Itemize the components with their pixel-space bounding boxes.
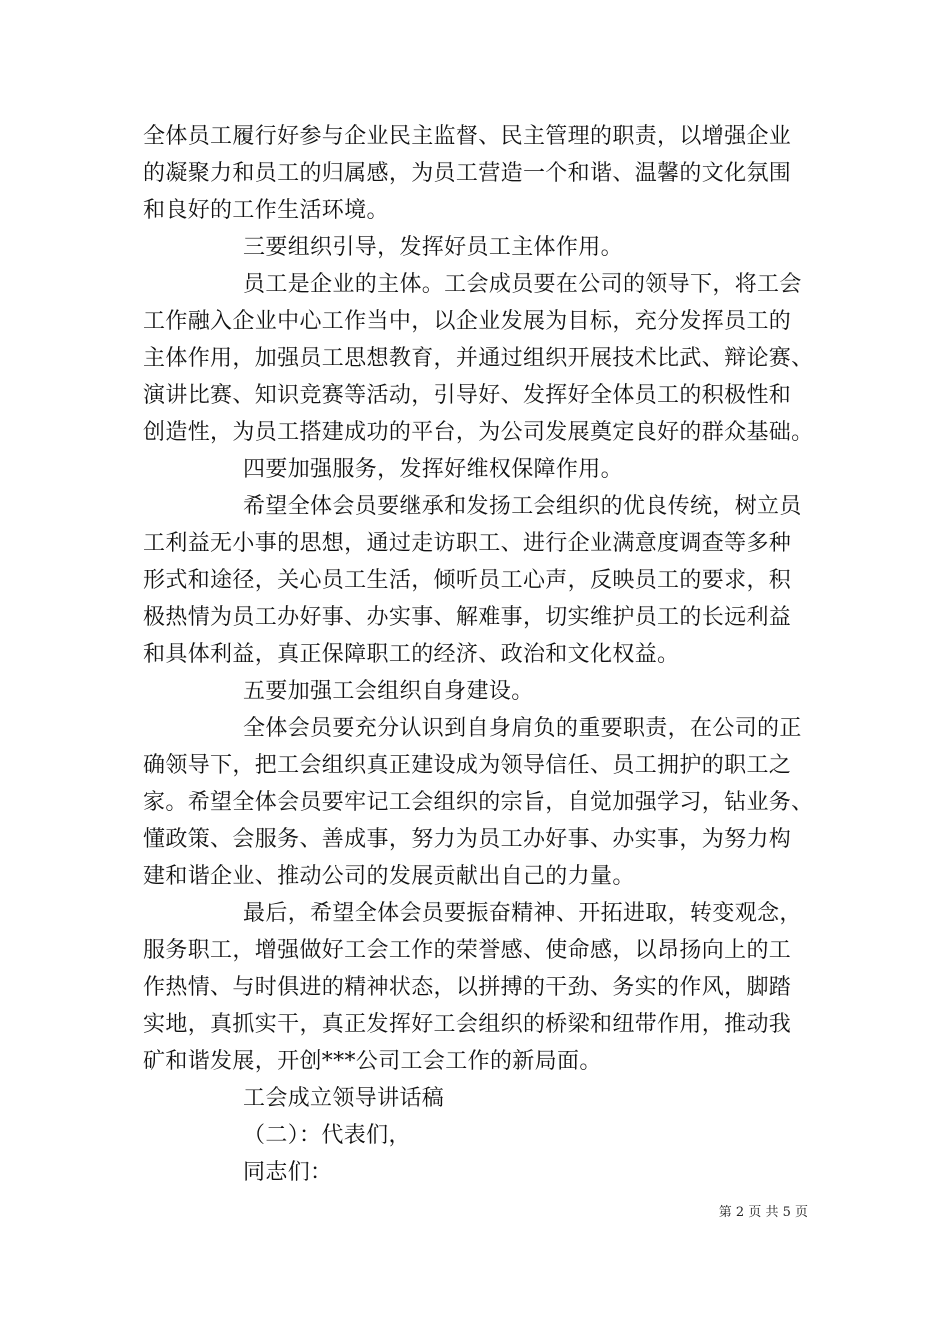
text-line: 工利益无小事的思想，通过走访职工、进行企业满意度调查等多种 [143,531,792,556]
document-body [143,118,814,1191]
text-line: 确领导下，把工会组织真正建设成为领导信任、员工拥护的职工之 [143,753,792,778]
text-line: 五要加强工会组织自身建设。 [243,679,534,704]
text-line: 懂政策、会服务、善成事，努力为员工办好事、办实事，为努力构 [143,827,792,852]
text-line: 建和谐企业、推动公司的发展贡献出自己的力量。 [143,864,635,889]
text-line: 员工是企业的主体。工会成员要在公司的领导下，将工会 [243,272,802,297]
text-line: 服务职工，增强做好工会工作的荣誉感、使命感，以昂扬向上的工 [143,938,792,963]
text-line: 形式和途径，关心员工生活，倾听员工心声，反映员工的要求，积 [143,568,792,593]
text-line: 演讲比赛、知识竞赛等活动，引导好、发挥好全体员工的积极性和 [143,383,792,408]
text-line: 极热情为员工办好事、办实事、解难事，切实维护员工的长远利益 [143,605,792,630]
text-line: （二）：代表们， [243,1123,411,1148]
text-line: 主体作用，加强员工思想教育，并通过组织开展技术比武、辩论赛、 [143,346,814,371]
text-line: 和具体利益，真正保障职工的经济、政治和文化权益。 [143,642,680,667]
text-line: 和良好的工作生活环境。 [143,198,389,223]
text-line: 全体会员要充分认识到自身肩负的重要职责，在公司的正 [243,716,802,741]
text-line: 最后，希望全体会员要振奋精神、开拓进取，转变观念， [243,901,802,926]
page-number: 第 2 页 共 5 页 [718,1205,808,1220]
text-line: 工会成立领导讲话稿 [243,1086,445,1111]
text-line: 四要加强服务，发挥好维权保障作用。 [243,457,623,482]
text-line: 作热情、与时俱进的精神状态，以拼搏的干劲、务实的作风，脚踏 [143,975,792,1000]
text-line: 家。希望全体会员要牢记工会组织的宗旨，自觉加强学习，钻业务、 [143,790,814,815]
text-line: 创造性，为员工搭建成功的平台，为公司发展奠定良好的群众基础。 [143,420,814,445]
text-line: 三要组织引导，发挥好员工主体作用。 [243,235,623,260]
text-line: 全体员工履行好参与企业民主监督、民主管理的职责，以增强企业 [143,124,792,149]
text-line: 矿和谐发展，开创***公司工会工作的新局面。 [143,1049,602,1074]
text-line: 希望全体会员要继承和发扬工会组织的优良传统，树立员 [243,494,802,519]
text-line: 工作融入企业中心工作当中，以企业发展为目标，充分发挥员工的 [143,309,792,334]
text-line: 实地，真抓实干，真正发挥好工会组织的桥梁和纽带作用，推动我 [143,1012,792,1037]
text-line: 的凝聚力和员工的归属感，为员工营造一个和谐、温馨的文化氛围 [143,161,792,186]
text-line: 同志们： [243,1160,333,1185]
